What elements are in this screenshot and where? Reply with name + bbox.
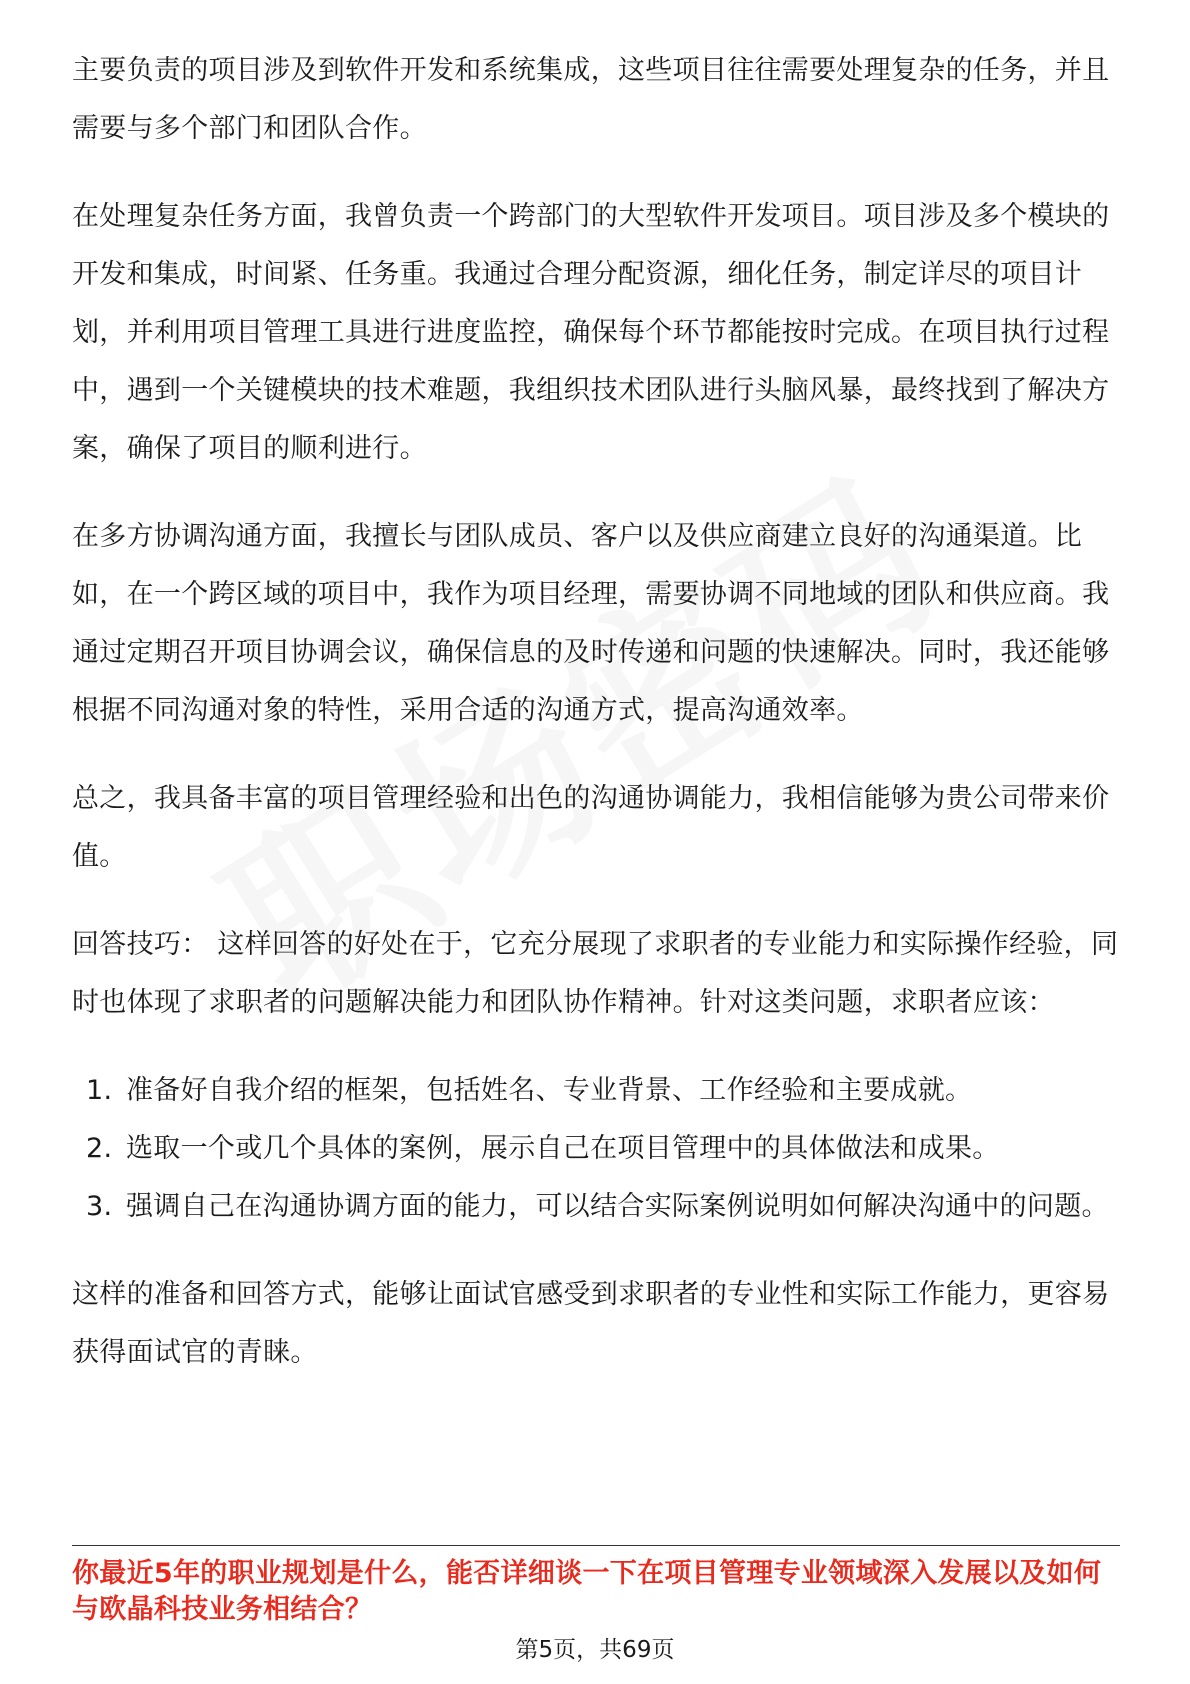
list-item: [72, 1062, 1120, 1120]
list-item-number: 3.: [86, 1191, 113, 1222]
list-item-number: 2.: [86, 1133, 113, 1164]
list-item-text: 强调自己在沟通协调方面的能力，可以结合实际案例说明如何解决沟通中的问题。: [126, 1191, 1109, 1222]
paragraph-complex-tasks: 在处理复杂任务方面，我曾负责一个跨部门的大型软件开发项目。项目涉及多个模块的开发和集成，时间紧、任务重。我通过合理分配资源，细化任务，制定详尽的项目计划，并利用项目管理工具进行进度监控，确保每个环节都能按时完成。在项目执行过程中，遇到一个关键模块的技术难题，我组织技术团队进行头脑风暴，最终找到了解决方案，确保了项目的顺利进行。: [72, 201, 1110, 464]
list-item: [72, 1120, 1120, 1178]
next-question-heading: 你最近5年的职业规划是什么，能否详细谈一下在项目管理专业领域深入发展以及如何与欧晶科技业务相结合？: [72, 1558, 1102, 1625]
paragraph-coordination: 在多方协调沟通方面，我擅长与团队成员、客户以及供应商建立良好的沟通渠道。比如，在一个跨区域的项目中，我作为项目经理，需要协调不同地域的团队和供应商。我通过定期召开项目协调会议，确保信息的及时传递和问题的快速解决。同时，我还能够根据不同沟通对象的特性，采用合适的沟通方式，提高沟通效率。: [72, 521, 1110, 726]
page-number: 第5页，共69页: [515, 1637, 675, 1663]
list-item: [72, 1178, 1120, 1236]
tips-list: [72, 1062, 1120, 1236]
paragraph-project-scope: 主要负责的项目涉及到软件开发和系统集成，这些项目往往需要处理复杂的任务，并且需要与多个部门和团队合作。: [72, 55, 1110, 144]
list-item-text: 准备好自我介绍的框架，包括姓名、专业背景、工作经验和主要成就。: [126, 1075, 973, 1106]
paragraph-conclusion: 这样的准备和回答方式，能够让面试官感受到求职者的专业性和实际工作能力，更容易获得面试官的青睐。: [72, 1279, 1110, 1368]
paragraph-summary: 总之，我具备丰富的项目管理经验和出色的沟通协调能力，我相信能够为贵公司带来价值。: [72, 783, 1110, 872]
answer-body: [72, 42, 1120, 1412]
paragraph-answer-tips: 回答技巧： 这样回答的好处在于，它充分展现了求职者的专业能力和实际操作经验，同时也体现了求职者的问题解决能力和团队协作精神。针对这类问题，求职者应该：: [72, 929, 1119, 1018]
list-item-number: 1.: [86, 1075, 113, 1106]
list-item-text: 选取一个或几个具体的案例，展示自己在项目管理中的具体做法和成果。: [126, 1133, 1000, 1164]
section-divider: [72, 1545, 1120, 1546]
